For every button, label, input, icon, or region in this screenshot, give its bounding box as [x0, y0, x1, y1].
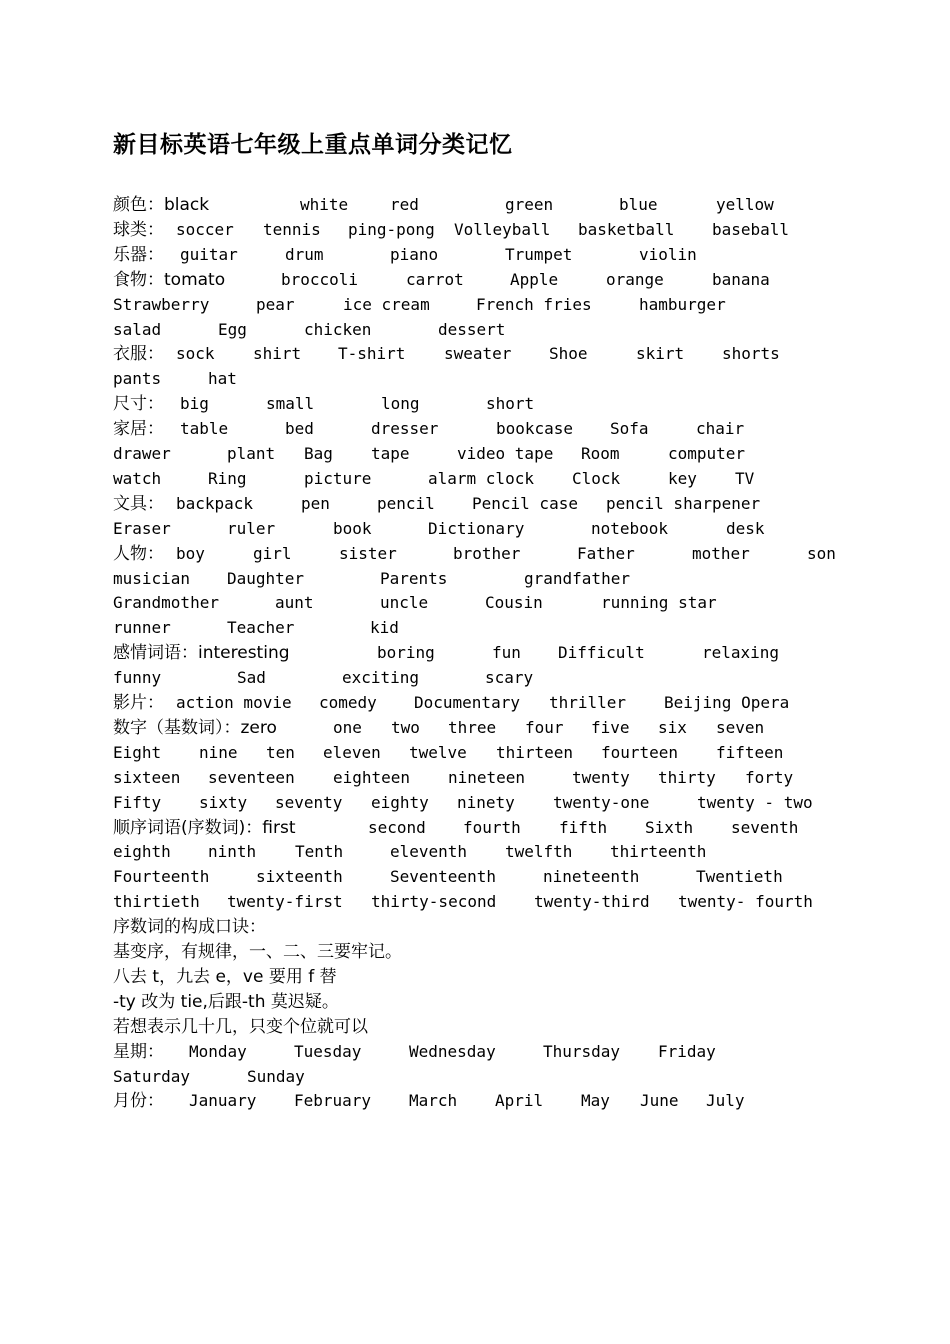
- vocab-word: Bag: [304, 444, 333, 463]
- vocab-word: sixteenth: [256, 867, 343, 887]
- vocab-word: running star: [601, 593, 717, 613]
- category-label: 球类：: [113, 219, 164, 240]
- vocab-word: Seventeenth: [390, 867, 496, 887]
- vocab-word: violin: [639, 244, 697, 264]
- vocab-word: Difficult: [558, 643, 645, 663]
- vocab-word: table: [180, 419, 229, 439]
- vocab-word: three: [448, 717, 497, 737]
- vocab-word: one: [333, 717, 362, 737]
- vocab-word: sixty: [199, 792, 248, 812]
- vocab-word: basketball: [578, 219, 675, 239]
- vocab-word: seventeen: [208, 767, 295, 787]
- vocab-word: Teacher: [227, 618, 295, 638]
- vocab-word: Apple: [510, 269, 559, 289]
- vocab-word: Twentieth: [696, 867, 783, 887]
- vocab-word: twelve: [409, 742, 467, 762]
- vocab-word: six: [658, 717, 687, 737]
- vocab-word: Wednesday: [409, 1041, 496, 1061]
- vocab-word: mother: [692, 543, 750, 563]
- vocab-word: twelfth: [505, 842, 573, 862]
- vocab-word: banana: [712, 269, 770, 289]
- category-label: 食物：tomato: [113, 269, 226, 290]
- vocab-word: Fifty: [113, 792, 162, 812]
- vocab-word: carrot: [406, 269, 464, 289]
- vocab-word: green: [505, 195, 554, 214]
- vocab-word: comedy: [319, 693, 377, 712]
- vocab-word: four: [525, 717, 564, 737]
- vocab-word: grandfather: [524, 568, 630, 588]
- vocab-word: seven: [716, 717, 765, 737]
- vocab-word: notebook: [591, 518, 669, 538]
- vocab-word: Eraser: [113, 518, 171, 538]
- category-label: 感情词语：interesting: [113, 643, 290, 664]
- vocab-word: March: [409, 1091, 458, 1111]
- vocab-word: funny: [113, 668, 162, 688]
- vocab-word: Grandmother: [113, 593, 219, 613]
- vocab-word: broccoli: [281, 269, 359, 289]
- vocab-word: Dictionary: [428, 518, 525, 538]
- vocab-word: pants: [113, 369, 162, 389]
- vocab-word: forty: [745, 767, 794, 787]
- vocab-word: January: [189, 1091, 257, 1111]
- category-label: 文具：: [113, 493, 164, 514]
- vocab-word: Thursday: [543, 1041, 621, 1061]
- vocab-word: ninety: [457, 792, 515, 812]
- vocab-word: fun: [492, 643, 521, 663]
- vocab-word: white: [300, 195, 349, 214]
- vocab-word: thirteen: [496, 742, 574, 762]
- vocab-word: French fries: [476, 294, 592, 314]
- vocab-word: Daughter: [227, 568, 305, 588]
- vocab-word: Sixth: [645, 817, 694, 837]
- vocab-word: nineteen: [448, 767, 526, 787]
- vocab-word: Eight: [113, 742, 162, 762]
- vocab-word: tape: [371, 444, 410, 463]
- vocab-word: short: [486, 394, 535, 414]
- vocab-word: dresser: [371, 419, 439, 439]
- vocab-word: Trumpet: [505, 244, 573, 264]
- vocab-word: Beijing Opera: [664, 693, 790, 712]
- vocab-word: musician: [113, 568, 191, 588]
- vocab-word: aunt: [275, 593, 314, 613]
- vocab-word: ruler: [227, 518, 276, 538]
- vocab-word: eighth: [113, 842, 171, 862]
- vocab-word: soccer: [176, 219, 234, 239]
- vocab-word: ice cream: [343, 294, 430, 314]
- vocab-word: eleven: [323, 742, 381, 762]
- vocab-word: thriller: [549, 693, 627, 712]
- vocab-word: exciting: [342, 668, 420, 688]
- vocab-word: sock: [176, 344, 215, 364]
- vocab-word: sister: [339, 543, 397, 563]
- vocab-word: second: [368, 817, 426, 837]
- vocab-word: small: [266, 394, 315, 414]
- vocab-word: red: [390, 195, 419, 214]
- vocab-word: twenty-one: [553, 792, 650, 812]
- vocab-word: TV: [735, 468, 755, 488]
- category-label: 数字（基数词）：zero: [113, 717, 277, 738]
- vocab-word: sixteen: [113, 767, 181, 787]
- vocab-word: ten: [266, 742, 295, 762]
- vocab-word: computer: [668, 444, 746, 463]
- vocab-word: piano: [390, 244, 439, 264]
- vocab-word: Fourteenth: [113, 867, 210, 887]
- vocab-word: baseball: [712, 219, 790, 239]
- vocab-word: shirt: [253, 344, 302, 364]
- vocab-word: pencil: [377, 493, 435, 513]
- vocab-word: yellow: [716, 195, 774, 214]
- vocab-word: eighteen: [333, 767, 411, 787]
- vocab-word: drum: [285, 244, 324, 264]
- vocab-word: Shoe: [549, 344, 588, 364]
- vocab-word: backpack: [176, 493, 254, 513]
- vocab-word: Monday: [189, 1041, 247, 1061]
- vocab-word: fifth: [559, 817, 608, 837]
- vocab-word: Saturday: [113, 1066, 191, 1086]
- vocab-word: thirteenth: [610, 842, 707, 862]
- vocab-word: kid: [370, 618, 399, 638]
- vocab-word: thirty: [658, 767, 716, 787]
- vocab-word: runner: [113, 618, 171, 638]
- vocab-word: June: [640, 1091, 679, 1111]
- vocab-word: Parents: [380, 568, 448, 588]
- page-title: 新目标英语七年级上重点单词分类记忆: [113, 132, 513, 158]
- vocab-word: big: [180, 394, 209, 414]
- vocab-word: key: [668, 468, 697, 488]
- vocab-word: Sofa: [610, 419, 649, 439]
- vocab-word: Sad: [237, 668, 266, 688]
- vocab-word: salad: [113, 319, 162, 339]
- vocab-word: son: [807, 543, 836, 563]
- vocab-word: desk: [726, 518, 765, 538]
- category-label: 星期：: [113, 1041, 164, 1062]
- vocab-word: seventy: [275, 792, 343, 812]
- vocab-word: brother: [453, 543, 521, 563]
- vocab-word: twenty- fourth: [678, 892, 813, 912]
- vocab-word: Pencil case: [472, 493, 578, 513]
- vocab-word: fourteen: [601, 742, 679, 762]
- vocab-word: drawer: [113, 444, 171, 463]
- vocab-word: eighty: [371, 792, 429, 812]
- vocab-word: Cousin: [485, 593, 543, 613]
- rhyme-line: -ty 改为 tie,后跟-th 莫迟疑。: [113, 991, 339, 1012]
- category-label: 乐器：: [113, 244, 164, 265]
- category-label: 尺寸：: [113, 394, 164, 415]
- vocab-word: Clock: [572, 468, 621, 488]
- vocab-word: two: [391, 717, 420, 737]
- vocab-word: Tuesday: [294, 1041, 362, 1061]
- vocab-word: thirtieth: [113, 892, 200, 912]
- vocab-word: action movie: [176, 693, 292, 712]
- vocab-word: pen: [301, 493, 330, 513]
- vocab-word: pear: [256, 294, 295, 314]
- vocab-word: ninth: [208, 842, 257, 862]
- vocab-word: eleventh: [390, 842, 468, 862]
- vocab-word: uncle: [380, 593, 429, 613]
- vocab-word: hamburger: [639, 294, 726, 314]
- category-label: 顺序词语(序数词)：first: [113, 817, 296, 838]
- vocab-word: dessert: [438, 319, 506, 339]
- vocab-word: thirty-second: [371, 892, 497, 912]
- rhyme-line: 八去 t，九去 e，ve 要用 f 替: [113, 966, 337, 987]
- category-label: 人物：: [113, 543, 164, 564]
- vocab-word: February: [294, 1091, 372, 1111]
- vocab-word: shorts: [722, 344, 780, 364]
- rhyme-heading: 序数词的构成口诀：: [113, 917, 266, 938]
- vocab-word: video tape: [457, 444, 554, 463]
- vocab-word: twenty-third: [534, 892, 650, 912]
- vocab-word: five: [591, 717, 630, 737]
- rhyme-line: 基变序，有规律，一、二、三要牢记。: [113, 942, 402, 962]
- vocab-word: twenty-first: [227, 892, 343, 912]
- vocab-word: guitar: [180, 244, 238, 264]
- vocab-word: sweater: [444, 344, 512, 364]
- category-label: 衣服：: [113, 344, 164, 365]
- vocab-word: hat: [208, 369, 237, 389]
- vocab-word: tennis: [263, 219, 321, 239]
- vocab-word: Sunday: [247, 1066, 305, 1086]
- vocab-word: May: [581, 1091, 610, 1111]
- vocab-word: Friday: [658, 1041, 716, 1061]
- vocab-word: seventh: [731, 817, 799, 837]
- vocab-word: T-shirt: [338, 344, 406, 364]
- rhyme-line: 若想表示几十几，只变个位就可以: [113, 1016, 368, 1037]
- vocab-word: watch: [113, 468, 162, 488]
- vocab-word: book: [333, 518, 372, 538]
- vocab-word: relaxing: [702, 643, 780, 663]
- vocab-word: July: [706, 1091, 745, 1111]
- vocab-word: fifteen: [716, 742, 784, 762]
- vocab-word: twenty: [572, 767, 630, 787]
- vocab-word: Strawberry: [113, 294, 210, 314]
- vocab-word: Egg: [218, 319, 247, 339]
- vocab-word: Documentary: [414, 693, 520, 712]
- vocab-word: ping-pong: [348, 219, 435, 239]
- vocab-word: Father: [577, 543, 635, 563]
- vocab-word: plant: [227, 444, 276, 463]
- vocab-word: girl: [253, 543, 292, 563]
- vocab-word: blue: [619, 195, 658, 214]
- vocab-word: alarm clock: [428, 468, 534, 488]
- vocab-word: pencil sharpener: [606, 493, 761, 513]
- vocab-word: Ring: [208, 468, 247, 488]
- category-label: 家居：: [113, 419, 164, 440]
- vocab-word: nineteenth: [543, 867, 640, 887]
- vocab-word: scary: [485, 668, 534, 688]
- vocab-word: nine: [199, 742, 238, 762]
- vocab-word: skirt: [636, 344, 685, 364]
- vocab-word: boring: [377, 643, 435, 663]
- vocab-word: Tenth: [295, 842, 344, 862]
- vocab-word: orange: [606, 269, 664, 289]
- category-label: 颜色：black: [113, 195, 210, 215]
- vocab-word: bookcase: [496, 419, 574, 439]
- vocab-word: Volleyball: [454, 219, 551, 239]
- category-label: 月份：: [113, 1091, 164, 1112]
- vocab-word: chicken: [304, 319, 372, 339]
- vocab-word: bed: [285, 419, 314, 439]
- vocab-word: boy: [176, 543, 205, 563]
- vocab-word: chair: [696, 419, 745, 439]
- vocab-word: twenty - two: [697, 792, 813, 812]
- vocab-word: Room: [581, 444, 620, 463]
- vocab-word: long: [381, 394, 420, 414]
- category-label: 影片：: [113, 693, 164, 713]
- vocab-word: fourth: [463, 817, 521, 837]
- vocab-word: April: [495, 1091, 544, 1111]
- vocab-word: picture: [304, 468, 372, 488]
